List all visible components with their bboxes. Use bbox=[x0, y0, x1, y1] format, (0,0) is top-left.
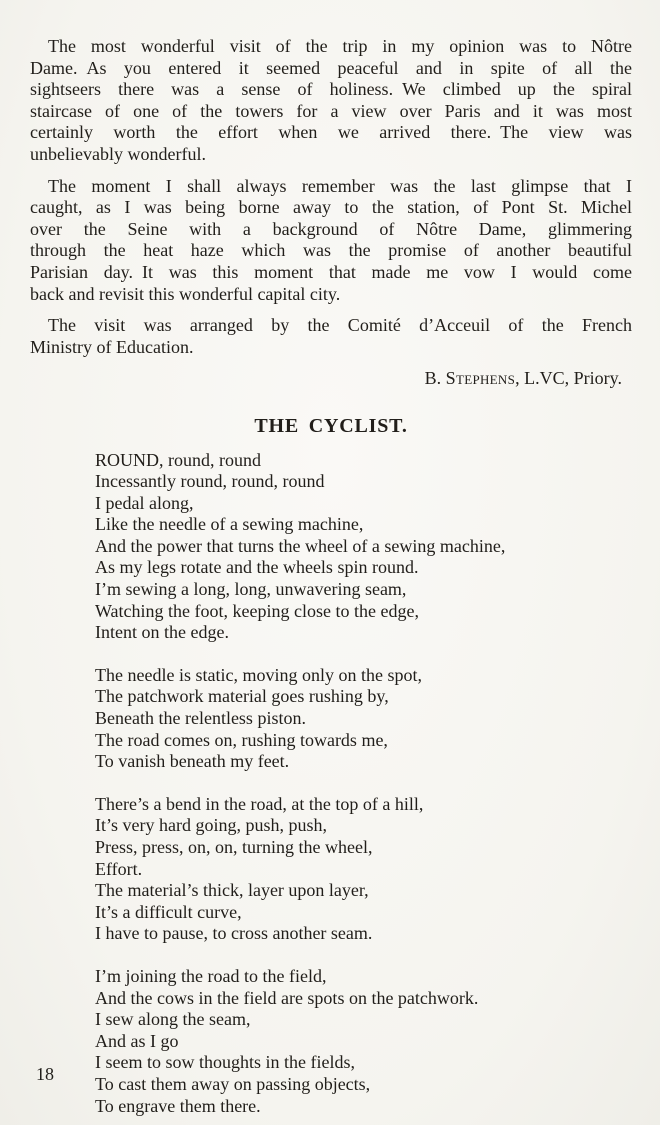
poem-line: ROUND, round, round bbox=[95, 449, 261, 470]
poem-line: The road comes on, rushing towards me, bbox=[95, 729, 388, 750]
poem-line: Beneath the relentless piston. bbox=[95, 708, 306, 729]
paragraph-line: The most wonderful visit of the trip in my opinion was to Nôtre bbox=[48, 36, 632, 56]
paragraph-line: Dame. As you entered it seemed peaceful and in spite of all the bbox=[30, 57, 632, 78]
byline bbox=[30, 368, 632, 390]
poem-line: I’m sewing a long, long, unwavering seam, bbox=[95, 579, 407, 600]
poem-line: Press, press, on, on, turning the wheel, bbox=[95, 837, 373, 857]
poem-line: Effort. bbox=[95, 858, 143, 879]
poem-stanza-1 bbox=[95, 450, 632, 644]
poem-the-cyclist bbox=[30, 450, 632, 1118]
poem-line: The needle is static, moving only on the spot, bbox=[95, 664, 422, 685]
byline-form: , L.VC, Priory. bbox=[515, 368, 622, 389]
poem-line: And the power that turns the wheel of a sewing machine, bbox=[95, 535, 506, 556]
poem-line: Watching the foot, keeping close to the edge, bbox=[95, 600, 419, 621]
byline-initial: B. bbox=[424, 368, 446, 389]
poem-line: To cast them away on passing objects, bbox=[95, 1073, 371, 1094]
poem-stanza-2 bbox=[95, 665, 632, 773]
poem-line: Intent on the edge. bbox=[95, 622, 229, 643]
poem-line: To engrave them there. bbox=[95, 1095, 261, 1116]
article-body bbox=[30, 36, 632, 1125]
poem-line: I seem to sow thoughts in the fields, bbox=[95, 1052, 355, 1073]
paragraph-line: Parisian day. It was this moment that made me vow I would come bbox=[30, 261, 632, 282]
paragraph-comite bbox=[30, 315, 632, 358]
paragraph-line: The moment I shall always remember was the last glimpse that I bbox=[48, 175, 632, 196]
poem-line: The patchwork material goes rushing by, bbox=[95, 686, 389, 707]
paragraph-line: The visit was arranged by the Comité d’Acceuil of the French bbox=[48, 315, 632, 336]
poem-line: I have to pause, to cross another seam. bbox=[95, 923, 373, 944]
paragraph-notre-dame bbox=[30, 36, 632, 166]
poem-stanza-3 bbox=[95, 794, 632, 945]
poem-line: It’s very hard going, push, push, bbox=[95, 815, 327, 836]
paragraph-line: caught, as I was being borne away to the station, of Pont St. Michel bbox=[30, 197, 632, 218]
poem-line: Like the needle of a sewing machine, bbox=[95, 514, 364, 535]
poem-line: And the cows in the field are spots on the patchwork. bbox=[95, 987, 479, 1008]
paragraph-line: certainly worth the effort when we arrived there. The view was bbox=[30, 122, 632, 143]
poem-line: There’s a bend in the road, at the top of a hill, bbox=[95, 793, 424, 814]
poem-line: I pedal along, bbox=[95, 492, 194, 513]
poem-line: I’m joining the road to the field, bbox=[95, 965, 327, 986]
poem-line: Incessantly round, round, round bbox=[95, 471, 325, 492]
paragraph-line: unbelievably wonderful. bbox=[30, 143, 206, 164]
poem-line: The material’s thick, layer upon layer, bbox=[95, 880, 369, 901]
poem-line: I sew along the seam, bbox=[95, 1009, 251, 1030]
paragraph-line: over the Seine with a background of Nôtre Dame, glimmering bbox=[30, 218, 632, 239]
byline-surname: Stephens bbox=[445, 368, 516, 389]
poem-line: And as I go bbox=[95, 1030, 179, 1051]
page-number: 18 bbox=[36, 1064, 54, 1084]
poem-line: It’s a difficult curve, bbox=[95, 901, 242, 922]
poem-title: THE CYCLIST. bbox=[254, 414, 408, 437]
poem-line: As my legs rotate and the wheels spin round. bbox=[95, 557, 419, 578]
paragraph-line: Ministry of Education. bbox=[30, 336, 194, 357]
paragraph-line: staircase of one of the towers for a view over Paris and it was most bbox=[30, 100, 632, 121]
paragraph-line: through the heat haze which was the promise of another beautiful bbox=[30, 240, 632, 261]
poem-stanza-4 bbox=[95, 966, 632, 1117]
poem-line: To vanish beneath my feet. bbox=[95, 751, 290, 772]
paragraph-line: back and revisit this wonderful capital city. bbox=[30, 283, 341, 304]
paragraph-pont-st-michel bbox=[30, 176, 632, 306]
paragraph-line: sightseers there was a sense of holiness. We climbed up the spiral bbox=[30, 79, 632, 100]
